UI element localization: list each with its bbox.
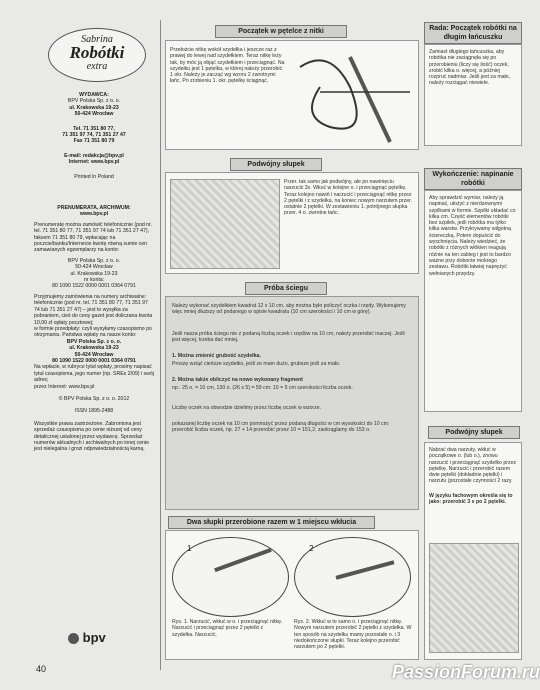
section-title-gauge: Próba ściegu: [245, 282, 327, 295]
loop-diagram: [290, 47, 414, 145]
double-crochet-illustration: [170, 179, 280, 269]
tip-long-chain: Zamiast długiego łańcuszka, aby robótka nie zaciągnęła się po przerobieniu (liczy się ilość) oczek, zrobić kilka o. więcej, a później rozpruć nadmiar. Jeśli jest za mało, należy rozciągać niewiele.: [424, 44, 522, 146]
section-title-start-loop: Początek w pętelce z nitki: [215, 25, 347, 38]
figure-2-circle: 2: [294, 537, 411, 617]
section-two-together: 1 2 Rys. 1. Narzucić, wkłuć w o. i przeciągnąć nitkę. Narzucić i przeciągnąć przez 2 pętelki z szydełka. Narzucić, Rys. 2. Wkłuć w to samo o. i przeciągnąć nitkę. Nowym narzutem przerobić 2 pętelki z szydełka. W ten sposób na szydełku mamy pozostałe o. i 3 niedokończone słupki. Teraz kolejno przerobić narzutem po 2 pętelki.: [165, 530, 419, 660]
section-title-two-together: Dwa słupki przerobione razem w 1 miejscu wkłucia: [168, 516, 375, 529]
double-stitch-illustration: [429, 543, 519, 653]
column-divider: [160, 20, 161, 670]
hook-icon: [336, 560, 395, 579]
publisher-info: WYDAWCA: BPV Polska Sp. z o. o. ul. Krakowska 19-23 50-424 Wrocław Tel. 71 351 80 77, 71 351 97 74, 71 351 27 47 Fax 71 351 80 79 E-mail: redakcja@bpv.pl Internet: www.bpv.pl Printed in Poland: [62, 92, 126, 180]
subscription-info: PRENUMERATA, ARCHIWUM: www.bpv.pl Prenumeratę można zamówić telefonicznie (pod nr. tel. 71 351 80 77, 71 351 97 74 lub 71 351 27 47), faksem 71 351 80 79, wpłacając na poczcie/banku/Internecie kwotę równą sumie cen zamawianych egzemplarzy na konto: BPV Polska Sp. z o. o. 50-424 Wrocław ul. Krakowska 19-23 nr konta: 80 1090 1522 0000 0001 0364 0791 Przyjmujemy zamówienia na numery archiwalne: telefonicznie (pod nr. tel. 71 351 80 77, 71 351 97 74 lub 71 351 27 47) – jest to wysyłka za pobraniem, cieś do ceny gazet jest doliczana kwota 10,00 zł opłaty pocztowej; w formie przedpłaty: czyli wysyłamy czasopismo po otrzymaniu. Państwa wpłaty na nasze konto: BPV Polska Sp. z o. o. ul. Krakowska 19-23 50-424 Wrocław 80 1090 1522 0000 0001 0364 0791 Na wpłacie, w rubryce tytuł wpłaty, prosimy napisać tytuł czasopisma, jego numer (np. SREx 2/09) i swój adres; przez Internet: www.bpv.pl © BPV Polska Sp. z o. o. 2012 ISSN 1895-2488 Wszystkie prawa zastrzeżone. Zabroniona jest sprzedaż czasopisma po cenie niższej od ceny detalicznej ustalonej przez wydawcę. Sprzedaż numerów aktualnych i archiwalnych po innej cenie jest nielegalna i grozi odpowiedzialnością karną.: [34, 205, 154, 453]
hook-icon: [214, 548, 272, 572]
bpv-logo: bpv: [68, 630, 106, 645]
magazine-logo: Sabrina Robótki extra: [48, 28, 146, 82]
tip-blocking: Aby sprawdzić wymiar, należy ją napinać, ułożyć z nierdzewnymi szpilkami w formie. Szpilki układać co kilka cm. Część elementów robótki bez szpilek, jeśli robótka ma tylko kilka warstw. Przykrywamy wilgotną ściereczką. Potem dopuścić do wyschnięcia. Należy wiedzieć, że robótki z różnych włókien reagują różnie na ten zabieg i jest to bardzo ważne przy doborze mokrego zestawu. Robótki łatwiej naprężyć wełnianych przędzy.: [424, 190, 522, 412]
section-start-loop: Przełożcie nitkę wokół szydełka i jeszcze raz z prawej do lewej nad szydełkiem. Teraz nitkę leży tak, by móc ją objąć szydełkiem i przeciągnąć. Na szydełku jest 1 pętelka, w której należy przerobić 1 okr. Należy je zacząć wg wzoru 2 zwrotnymi łańc. Po zrobieniu 1. okr. pętelkę ściągnąć.: [165, 40, 419, 150]
tip-title-double: Podwójny słupek: [428, 426, 520, 439]
watermark: PassionForum.ru: [392, 662, 540, 682]
page-number: 40: [36, 664, 47, 674]
section-gauge: Należy wykonać szydełkiem kwadrat 12 x 10 cm, aby można było policzyć oczka i rzędy. Wykonujemy więc mniej dłuższy od podanego w opisie kwadratu (10 cm szerokości i 10 cm w górę). Jeśli nasza próba ściegu nie z podaną liczbą oczek i rzędów na 10 cm, należy przerobić inaczej. Jeśli jest więcej, trzeba dać mniej. 1. Można zmienić grubość szydełka. Proszę wziąć cieńsze szydełko, jeśli ze mam dużo, grubsze jeśli za mało. 2. Można także obliczyć na nowo wykonany fragment np.: 25 o. = 10 cm, 130 o. (26 x 5) = 59 cm: 10 = 5 cm szerokości liczba oczek. Liczbę oczek na obwodzie dzielimy przez liczbę oczek w wzorze. pokazanej liczbę oczek na 10 cm pomnożyć przez podaną długości w cm wysokości do 10 cm: przerobić liczba oczek, np. 27 + 14 przerobić przez 10 = 151,2; zaokrąglamy do 153 o.: [165, 296, 419, 510]
figure-1-circle: 1: [172, 537, 289, 617]
tip-double: Nabrać dwa narzuty, wkłuć w początkowe o. (lub o.), znowu narzucić i przeciągnąć szydełko przez pętelkę. Narzucić i przerobić razem dwie pętelki (dokładnie pętelki) i narzutu (pozostałe czynności 2 razy. W języku fachowym określa się to jako: przerobić 3 x po 2 pętelki.: [424, 442, 522, 660]
section-double-crochet: Przer. tak samo jak podwójny, ale po nawinięciu narzucić 3x. Wkuć w kolejne o. i przeciągnąć pętelkę. Teraz kolejno nawiń i narzucić i przeciągnąć nitkę przez 2 pętelki i z szydełka, na koniec nowym narzutem przer. ostatnie 2 pętelki. W zestawieniu 1. potrójnego słupka przer. 4 o. zwrotne łańc.: [165, 172, 419, 274]
tip-title-blocking: Wykończenie: napinanie robótki: [424, 168, 522, 190]
tip-title-long-chain: Rada: Początek robótki na długim łańcuszku: [424, 22, 522, 44]
section-title-double-crochet: Podwójny słupek: [230, 158, 322, 171]
